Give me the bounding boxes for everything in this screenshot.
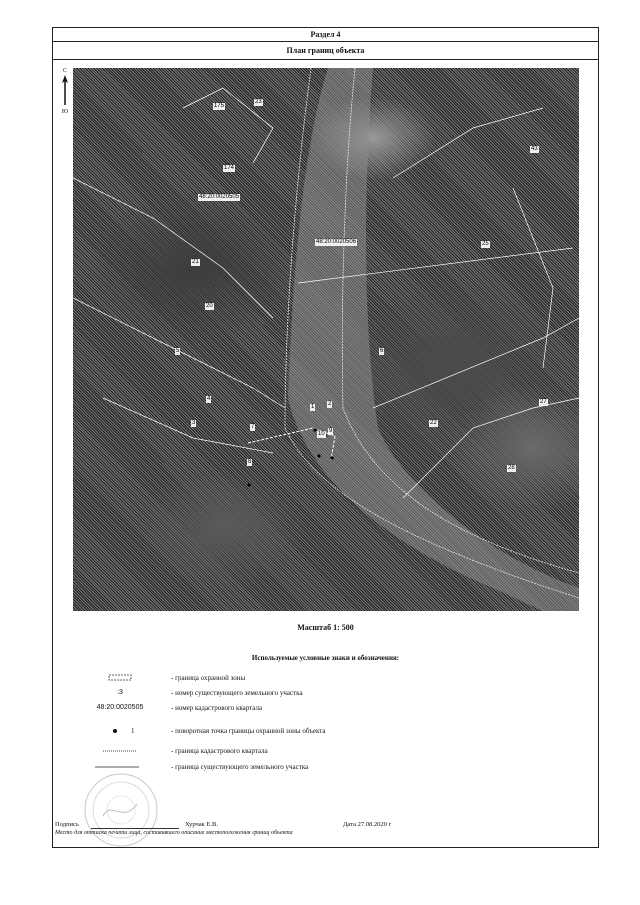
parcel-label-6: 6 (380, 348, 384, 354)
south-label: Ю (61, 109, 69, 115)
map-scale: Масштаб 1: 500 (297, 623, 354, 632)
parcel-label-21: 21 (192, 259, 199, 265)
quarter-label-upper: 48:20:0020505 (199, 194, 240, 200)
parcel-number-symbol: :3 (117, 689, 123, 696)
compass-arrow-icon (60, 75, 70, 109)
parcel-label-5: 5 (176, 348, 180, 354)
parcel-label-4: 4 (207, 396, 211, 402)
quarter-boundary-line-icon (75, 746, 165, 756)
section-header: Раздел 4 (53, 28, 598, 42)
point-label-2: 2 (328, 401, 332, 407)
parcel-label-174: 174 (224, 165, 235, 171)
parcel-label-175: 175 (214, 103, 225, 109)
parcel-label-20: 20 (206, 303, 213, 309)
signature-date: Дата 27.08.2020 г (343, 821, 392, 828)
parcel-label-22: 22 (430, 420, 437, 426)
aerial-photo-map (73, 68, 579, 611)
legend-item-quarter-boundary: - граница кадастрового квартала (75, 746, 595, 760)
north-arrow (60, 68, 70, 116)
signer-name: Хурчак Е.В. (185, 821, 218, 828)
turning-point-symbol-label: 1 (131, 727, 135, 735)
legend-item-parcel-number: :3 - номер существующего земельного участка (75, 688, 595, 702)
point-label-10: 10 (318, 431, 325, 437)
legend-item-protective-zone: - граница охранной зоны (75, 673, 595, 687)
stamp-seal-icon (81, 770, 161, 850)
parcel-label-43: 43 (531, 146, 538, 152)
parcel-label-27: 27 (540, 399, 547, 405)
parcel-label-23: 23 (255, 99, 262, 105)
legend-item-turning-point: 1 - поворотная точка границы охранной зоны объекта (75, 726, 595, 740)
quarter-number-symbol: 48:20:0020505 (96, 704, 144, 711)
point-label-7: 7 (251, 424, 255, 430)
seal-footnote: Место для оттиска печати лица, составившего описание местоположения границ объекта (55, 830, 293, 836)
legend-item-quarter-number: 48:20:0020505 - номер кадастрового квартала (75, 703, 595, 717)
turning-point-dot-icon (75, 726, 165, 736)
point-label-8: 8 (248, 459, 252, 465)
document-frame (52, 27, 599, 848)
parcel-label-25: 25 (482, 241, 489, 247)
point-label-9: 9 (329, 428, 333, 434)
map-boundaries (73, 68, 579, 611)
signature-label: Подпись (55, 821, 79, 828)
page-title: План границ объекта (53, 42, 598, 60)
parcel-label-28: 28 (508, 465, 515, 471)
parcel-label-3: 3 (192, 420, 196, 426)
legend-item-parcel-boundary: - граница существующего земельного участка (75, 762, 595, 776)
quarter-label-center: 48:20:0020506 (316, 239, 357, 245)
signature-line (91, 828, 179, 829)
north-label: С (62, 68, 67, 74)
protective-zone-symbol-icon (75, 673, 165, 683)
legend-title: Используемые условные знаки и обозначения: (251, 654, 400, 662)
point-label-1: 1 (311, 404, 315, 410)
